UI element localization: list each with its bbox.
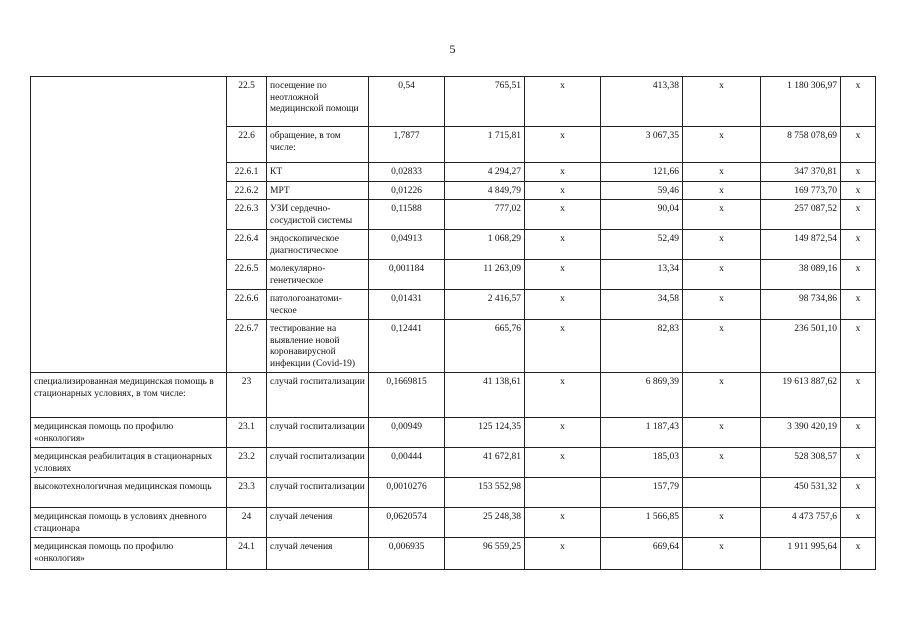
row-col8-cell: 257 087,52 [761,200,841,230]
row-code-cell: 22.6.6 [227,290,267,320]
row-col7-cell: x [683,448,761,478]
row-cost-cell: 1 715,81 [445,127,525,163]
row-unit-cell: тестирование на выявление новой коронавирусной инфекции (Covid-19) [267,320,369,373]
row-col7-cell: x [683,163,761,182]
row-cost-cell: 41 138,61 [445,373,525,418]
row-norm-cell: 0,04913 [369,230,445,260]
row-col6-cell: 1 566,85 [601,508,683,538]
row-unit-cell: случай госпитализации [267,418,369,448]
row-col6-cell: 34,58 [601,290,683,320]
row-col5-cell: x [525,448,601,478]
row-col8-cell: 450 531,32 [761,478,841,508]
row-name-cell: медицинская помощь по профилю «онкология» [31,538,227,570]
row-col8-cell: 3 390 420,19 [761,418,841,448]
row-col7-cell [683,478,761,508]
row-unit-cell: случай лечения [267,508,369,538]
row-col5-cell: x [525,538,601,570]
data-table [30,76,876,570]
table-row [31,418,876,448]
row-norm-cell: 0,02833 [369,163,445,182]
row-code-cell: 23 [227,373,267,418]
row-col6-cell: 1 187,43 [601,418,683,448]
row-col8-cell: 19 613 887,62 [761,373,841,418]
row-unit-cell: случай госпитализации [267,373,369,418]
row-cost-cell: 665,76 [445,320,525,373]
row-col8-cell: 4 473 757,6 [761,508,841,538]
row-col6-cell: 3 067,35 [601,127,683,163]
row-col7-cell: x [683,508,761,538]
row-col7-cell: x [683,230,761,260]
row-norm-cell: 0,00949 [369,418,445,448]
row-col5-cell: x [525,508,601,538]
row-col5-cell: x [525,163,601,182]
row-col8-cell: 8 758 078,69 [761,127,841,163]
page-number: 5 [449,42,456,56]
row-col5-cell: x [525,418,601,448]
row-norm-cell: 0,11588 [369,200,445,230]
row-col7-cell: x [683,127,761,163]
row-cost-cell: 153 552,98 [445,478,525,508]
row-name-cell: медицинская помощь в условиях дневного стационара [31,508,227,538]
row-norm-cell: 0,12441 [369,320,445,373]
row-col7-cell: x [683,260,761,290]
row-col9-cell: x [841,230,876,260]
row-cost-cell: 96 559,25 [445,538,525,570]
row-col7-cell: x [683,538,761,570]
row-cost-cell: 25 248,38 [445,508,525,538]
row-unit-cell: случай госпитализации [267,448,369,478]
row-cost-cell: 4 849,79 [445,181,525,200]
row-norm-cell: 0,01226 [369,181,445,200]
row-name-cell [31,77,227,373]
row-cost-cell: 41 672,81 [445,448,525,478]
row-code-cell: 22.6.2 [227,181,267,200]
row-col9-cell: x [841,181,876,200]
row-col5-cell: x [525,290,601,320]
row-col8-cell: 528 308,57 [761,448,841,478]
row-unit-cell: патологоанатоми-ческое [267,290,369,320]
row-name-cell: высокотехнологичная медицинская помощь [31,478,227,508]
table-row [31,508,876,538]
row-col6-cell: 6 869,39 [601,373,683,418]
row-col5-cell: x [525,320,601,373]
row-code-cell: 24.1 [227,538,267,570]
row-col8-cell: 149 872,54 [761,230,841,260]
row-col9-cell: x [841,163,876,182]
row-col7-cell: x [683,77,761,127]
row-code-cell: 22.6.7 [227,320,267,373]
row-code-cell: 24 [227,508,267,538]
row-col6-cell: 59,46 [601,181,683,200]
row-col5-cell: x [525,77,601,127]
row-cost-cell: 1 068,29 [445,230,525,260]
row-col5-cell [525,478,601,508]
row-col5-cell: x [525,127,601,163]
row-col7-cell: x [683,418,761,448]
row-col8-cell: 98 734,86 [761,290,841,320]
row-norm-cell: 1,7877 [369,127,445,163]
row-col9-cell: x [841,320,876,373]
table-row [31,448,876,478]
row-col5-cell: x [525,200,601,230]
row-unit-cell: МРТ [267,181,369,200]
row-norm-cell: 0,001184 [369,260,445,290]
row-col6-cell: 90,04 [601,200,683,230]
row-col6-cell: 413,38 [601,77,683,127]
row-col7-cell: x [683,373,761,418]
row-col9-cell: x [841,373,876,418]
row-unit-cell: эндоскопическое диагностическое [267,230,369,260]
row-unit-cell: обращение, в том числе: [267,127,369,163]
row-code-cell: 22.6.3 [227,200,267,230]
row-unit-cell: случай лечения [267,538,369,570]
row-cost-cell: 2 416,57 [445,290,525,320]
row-code-cell: 23.3 [227,478,267,508]
row-col6-cell: 157,79 [601,478,683,508]
row-col9-cell: x [841,127,876,163]
row-unit-cell: случай госпитализации [267,478,369,508]
row-cost-cell: 4 294,27 [445,163,525,182]
row-col8-cell: 347 370,81 [761,163,841,182]
row-col6-cell: 185,03 [601,448,683,478]
row-col6-cell: 52,49 [601,230,683,260]
row-col9-cell: x [841,478,876,508]
table-row [31,538,876,570]
row-unit-cell: посещение по неотложной медицинской помощи [267,77,369,127]
row-col9-cell: x [841,260,876,290]
row-norm-cell: 0,1669815 [369,373,445,418]
row-name-cell: медицинская помощь по профилю «онкология» [31,418,227,448]
row-col5-cell: x [525,181,601,200]
row-code-cell: 22.6.4 [227,230,267,260]
row-col6-cell: 121,66 [601,163,683,182]
row-cost-cell: 11 263,09 [445,260,525,290]
row-cost-cell: 765,51 [445,77,525,127]
row-cost-cell: 777,02 [445,200,525,230]
row-col7-cell: x [683,200,761,230]
row-col8-cell: 1 180 306,97 [761,77,841,127]
row-col7-cell: x [683,181,761,200]
row-norm-cell: 0,54 [369,77,445,127]
row-code-cell: 22.6.1 [227,163,267,182]
row-norm-cell: 0,01431 [369,290,445,320]
row-name-cell: специализированная медицинская помощь в стационарных условиях, в том числе: [31,373,227,418]
row-norm-cell: 0,0010276 [369,478,445,508]
row-name-cell: медицинская реабилитация в стационарных условиях [31,448,227,478]
row-col6-cell: 13,34 [601,260,683,290]
row-col9-cell: x [841,290,876,320]
row-col6-cell: 82,83 [601,320,683,373]
row-col9-cell: x [841,508,876,538]
row-col8-cell: 169 773,70 [761,181,841,200]
row-norm-cell: 0,00444 [369,448,445,478]
row-col5-cell: x [525,230,601,260]
row-code-cell: 23.2 [227,448,267,478]
row-col7-cell: x [683,320,761,373]
row-col6-cell: 669,64 [601,538,683,570]
row-col8-cell: 38 089,16 [761,260,841,290]
row-col9-cell: x [841,77,876,127]
table-row [31,373,876,418]
row-col9-cell: x [841,448,876,478]
row-col9-cell: x [841,418,876,448]
row-unit-cell: КТ [267,163,369,182]
row-norm-cell: 0,006935 [369,538,445,570]
row-code-cell: 22.6.5 [227,260,267,290]
row-unit-cell: молекулярно-генетическое [267,260,369,290]
row-col5-cell: x [525,260,601,290]
table-row [31,478,876,508]
table-body [31,77,876,570]
row-col9-cell: x [841,200,876,230]
row-code-cell: 22.6 [227,127,267,163]
row-unit-cell: УЗИ сердечно-сосудистой системы [267,200,369,230]
row-code-cell: 22.5 [227,77,267,127]
row-norm-cell: 0,0620574 [369,508,445,538]
row-code-cell: 23.1 [227,418,267,448]
row-col8-cell: 236 501,10 [761,320,841,373]
table-row [31,77,876,127]
row-col9-cell: x [841,538,876,570]
row-col7-cell: x [683,290,761,320]
row-col5-cell: x [525,373,601,418]
row-cost-cell: 125 124,35 [445,418,525,448]
row-col8-cell: 1 911 995,64 [761,538,841,570]
